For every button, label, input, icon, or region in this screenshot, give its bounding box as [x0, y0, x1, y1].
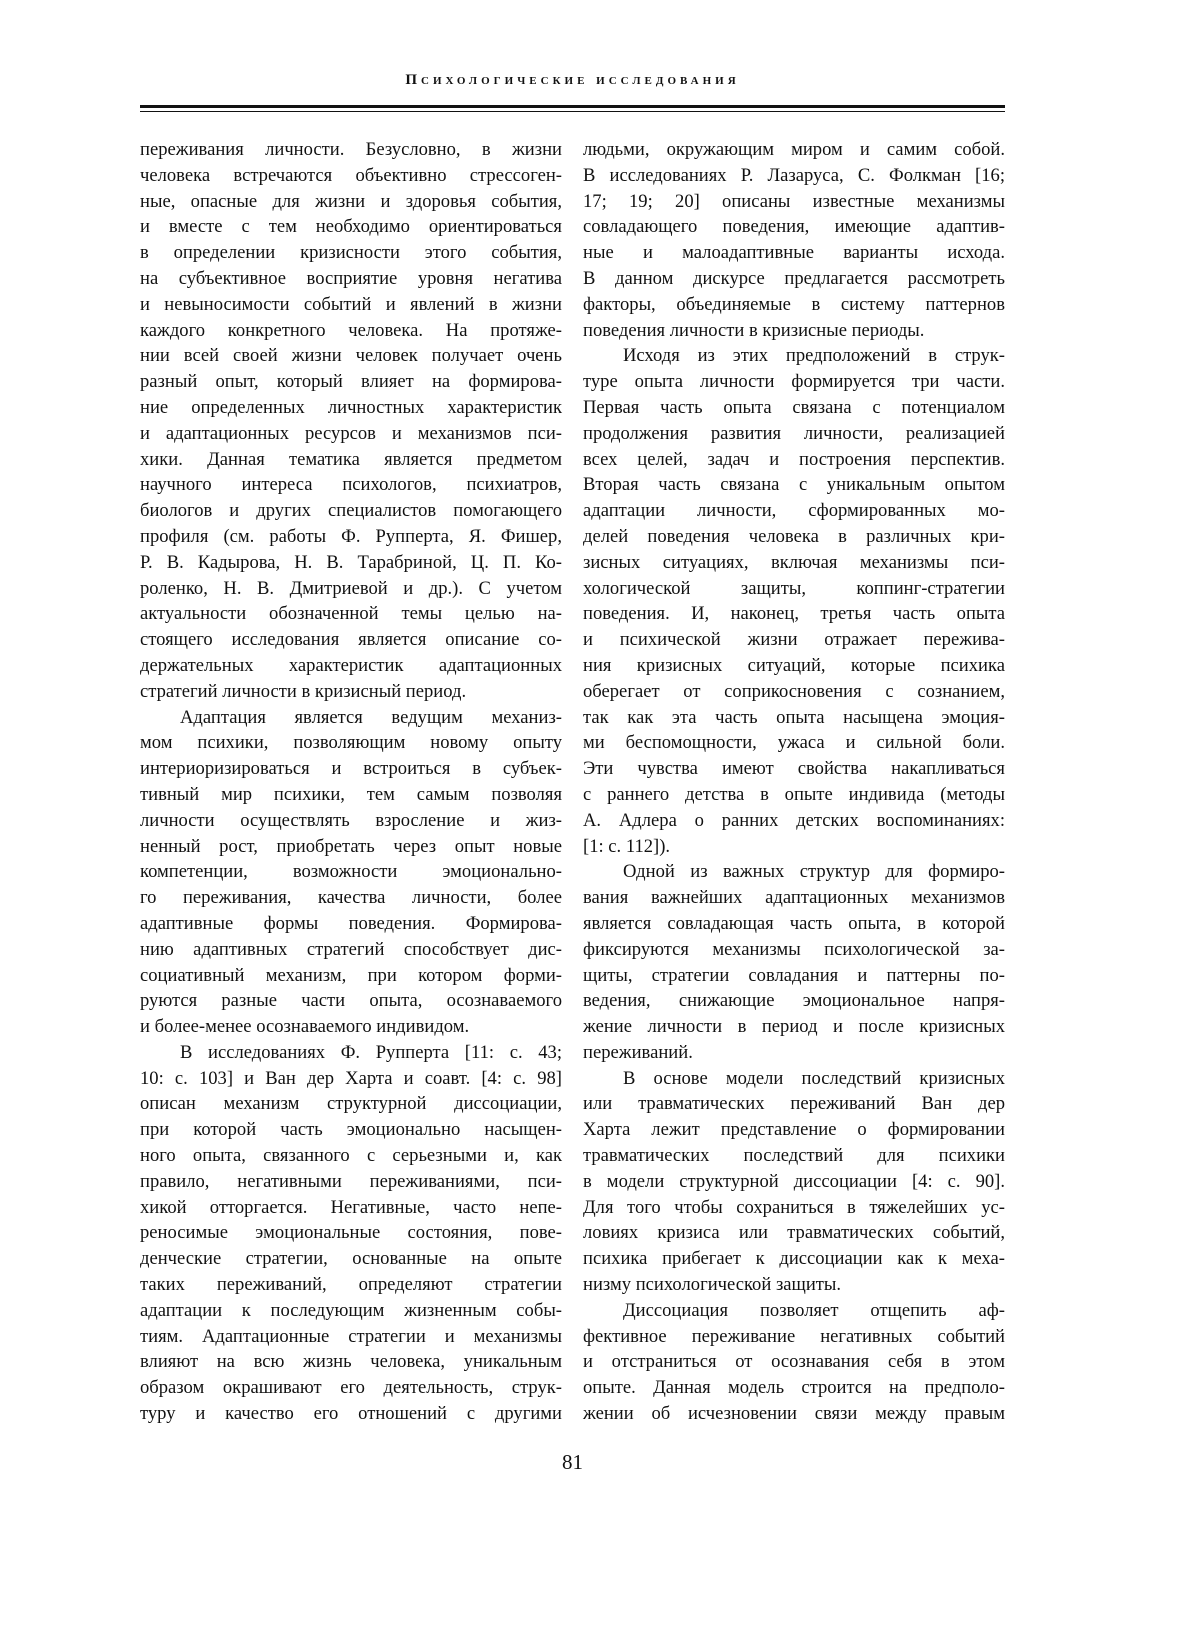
text-line: и невыносимости событий и явлений в жизни	[140, 292, 562, 318]
page-number: 81	[140, 1450, 1005, 1475]
text-line: с раннего детства в опыте индивида (методы	[583, 782, 1005, 808]
text-line: всех целей, задач и построения перспектив.	[583, 447, 1005, 473]
text-line: делей поведения человека в различных кри-	[583, 524, 1005, 550]
text-line: роленко, Н. В. Дмитриевой и др.). С учетом	[140, 576, 562, 602]
text-line: хикой отторгается. Негативные, часто непе-	[140, 1195, 562, 1221]
text-line: реносимые эмоциональные состояния, пове-	[140, 1220, 562, 1246]
text-line: образом окрашивают его деятельность, струк-	[140, 1375, 562, 1401]
text-line: Адаптация является ведущим механиз-	[140, 705, 562, 731]
text-line: фективное переживание негативных событий	[583, 1324, 1005, 1350]
text-line: и отстраниться от осознавания себя в этом	[583, 1349, 1005, 1375]
text-line: вания важнейших адаптационных механизмов	[583, 885, 1005, 911]
text-line: факторы, объединяемые в систему паттернов	[583, 292, 1005, 318]
text-line: и адаптационных ресурсов и механизмов пси-	[140, 421, 562, 447]
text-line: профиля (см. работы Ф. Рупперта, Я. Фишер,	[140, 524, 562, 550]
left-text-column	[140, 137, 562, 1427]
text-line: описан механизм структурной диссоциации,	[140, 1091, 562, 1117]
text-line: опыте. Данная модель строится на предполо-	[583, 1375, 1005, 1401]
paragraph	[140, 1040, 562, 1427]
text-line: жении об исчезновении связи между правым	[583, 1401, 1005, 1427]
text-line: стратегий личности в кризисный период.	[140, 679, 562, 705]
text-line: зисных ситуациях, включая механизмы пси-	[583, 550, 1005, 576]
text-line: фиксируются механизмы психологической за-	[583, 937, 1005, 963]
text-line: ния кризисных ситуаций, которые психика	[583, 653, 1005, 679]
text-line: В исследованиях Р. Лазаруса, С. Фолкман [16;	[583, 163, 1005, 189]
text-line: Вторая часть связана с уникальным опытом	[583, 472, 1005, 498]
text-line: социативный механизм, при котором форми-	[140, 963, 562, 989]
text-line: денческие стратегии, основанные на опыте	[140, 1246, 562, 1272]
text-line: таких переживаний, определяют стратегии	[140, 1272, 562, 1298]
text-line: Харта лежит представление о формировании	[583, 1117, 1005, 1143]
text-line: руются разные части опыта, осознаваемого	[140, 988, 562, 1014]
right-text-column	[583, 137, 1005, 1427]
text-line: нию адаптивных стратегий способствует дис-	[140, 937, 562, 963]
text-line: и психической жизни отражает пережива-	[583, 627, 1005, 653]
paragraph	[583, 137, 1005, 343]
text-line: мом психики, позволяющим новому опыту	[140, 730, 562, 756]
text-line: В исследованиях Ф. Рупперта [11: с. 43;	[140, 1040, 562, 1066]
text-line: в определении кризисности этого события,	[140, 240, 562, 266]
header-rule-thin	[140, 111, 1005, 112]
text-line: ненный рост, приобретать через опыт новые	[140, 834, 562, 860]
text-line: совладающего поведения, имеющие адаптив-	[583, 214, 1005, 240]
paragraph	[140, 705, 562, 1040]
text-line: адаптации личности, сформированных мо-	[583, 498, 1005, 524]
text-line: научного интереса психологов, психиатров,	[140, 472, 562, 498]
text-line: является совладающая часть опыта, в которой	[583, 911, 1005, 937]
text-line: держательных характеристик адаптационных	[140, 653, 562, 679]
text-line: людьми, окружающим миром и самим собой.	[583, 137, 1005, 163]
text-line: Эти чувства имеют свойства накапливаться	[583, 756, 1005, 782]
text-line: Диссоциация позволяет отщепить аф-	[583, 1298, 1005, 1324]
text-line: адаптации к последующим жизненным собы-	[140, 1298, 562, 1324]
text-line: щиты, стратегии совладания и паттерны по-	[583, 963, 1005, 989]
text-line: [1: с. 112]).	[583, 834, 1005, 860]
text-line: хики. Данная тематика является предметом	[140, 447, 562, 473]
text-line: ловиях кризиса или травматических событий,	[583, 1220, 1005, 1246]
text-line: интериоризироваться и встроиться в субъек-	[140, 756, 562, 782]
text-line: в модели структурной диссоциации [4: с. 90].	[583, 1169, 1005, 1195]
text-line: В данном дискурсе предлагается рассмотреть	[583, 266, 1005, 292]
text-line: личности осуществлять взросление и жиз-	[140, 808, 562, 834]
text-line: оберегает от соприкосновения с сознанием,	[583, 679, 1005, 705]
text-line: ведения, снижающие эмоциональное напря-	[583, 988, 1005, 1014]
text-line: Исходя из этих предположений в струк-	[583, 343, 1005, 369]
text-line: 17; 19; 20] описаны известные механизмы	[583, 189, 1005, 215]
text-line: Р. В. Кадырова, Н. В. Тарабриной, Ц. П. Ко-	[140, 550, 562, 576]
text-line: го переживания, качества личности, более	[140, 885, 562, 911]
text-line: биологов и других специалистов помогающего	[140, 498, 562, 524]
text-line: на субъективное восприятие уровня негатива	[140, 266, 562, 292]
text-line: ние определенных личностных характеристик	[140, 395, 562, 421]
text-line: травматических последствий для психики	[583, 1143, 1005, 1169]
text-line: влияют на всю жизнь человека, уникальным	[140, 1349, 562, 1375]
text-line: каждого конкретного человека. На протяже-	[140, 318, 562, 344]
text-line: В основе модели последствий кризисных	[583, 1066, 1005, 1092]
text-line: переживаний.	[583, 1040, 1005, 1066]
text-line: человека встречаются объективно стрессоген-	[140, 163, 562, 189]
text-line: А. Адлера о ранних детских воспоминаниях:	[583, 808, 1005, 834]
text-line: поведения личности в кризисные периоды.	[583, 318, 1005, 344]
text-line: стоящего исследования является описание со-	[140, 627, 562, 653]
text-line: низму психологической защиты.	[583, 1272, 1005, 1298]
text-line: жение личности в период и после кризисных	[583, 1014, 1005, 1040]
text-line: продолжения развития личности, реализацией	[583, 421, 1005, 447]
text-line: и более-менее осознаваемого индивидом.	[140, 1014, 562, 1040]
header-rule-thick	[140, 105, 1005, 108]
paragraph	[583, 1298, 1005, 1427]
text-line: при которой часть эмоционально насыщен-	[140, 1117, 562, 1143]
text-line: хологической защиты, коппинг-стратегии	[583, 576, 1005, 602]
paragraph	[140, 137, 562, 705]
text-line: поведения. И, наконец, третья часть опыта	[583, 601, 1005, 627]
running-header-title: Психологические исследования	[140, 72, 1005, 89]
text-line: переживания личности. Безусловно, в жизни	[140, 137, 562, 163]
text-line: или травматических переживаний Ван дер	[583, 1091, 1005, 1117]
text-line: Одной из важных структур для формиро-	[583, 859, 1005, 885]
text-line: туре опыта личности формируется три части.	[583, 369, 1005, 395]
paragraph	[583, 859, 1005, 1065]
text-line: разный опыт, который влияет на формирова-	[140, 369, 562, 395]
text-line: психика прибегает к диссоциации как к меха-	[583, 1246, 1005, 1272]
text-line: компетенции, возможности эмоционально-	[140, 859, 562, 885]
text-line: туру и качество его отношений с другими	[140, 1401, 562, 1427]
text-line: актуальности обозначенной темы целью на-	[140, 601, 562, 627]
text-line: тивный мир психики, тем самым позволяя	[140, 782, 562, 808]
paragraph	[583, 343, 1005, 859]
text-line: 10: с. 103] и Ван дер Харта и соавт. [4: с. 98]	[140, 1066, 562, 1092]
text-line: тиям. Адаптационные стратегии и механизмы	[140, 1324, 562, 1350]
text-line: ные, опасные для жизни и здоровья события,	[140, 189, 562, 215]
text-line: Первая часть опыта связана с потенциалом	[583, 395, 1005, 421]
text-line: ного опыта, связанного с серьезными и, как	[140, 1143, 562, 1169]
text-line: ми беспомощности, ужаса и сильной боли.	[583, 730, 1005, 756]
text-line: адаптивные формы поведения. Формирова-	[140, 911, 562, 937]
text-line: нии всей своей жизни человек получает очень	[140, 343, 562, 369]
text-line: правило, негативными переживаниями, пси-	[140, 1169, 562, 1195]
paragraph	[583, 1066, 1005, 1298]
text-line: и вместе с тем необходимо ориентироваться	[140, 214, 562, 240]
text-line: так как эта часть опыта насыщена эмоция-	[583, 705, 1005, 731]
text-line: ные и малоадаптивные варианты исхода.	[583, 240, 1005, 266]
text-line: Для того чтобы сохраниться в тяжелейших ус-	[583, 1195, 1005, 1221]
